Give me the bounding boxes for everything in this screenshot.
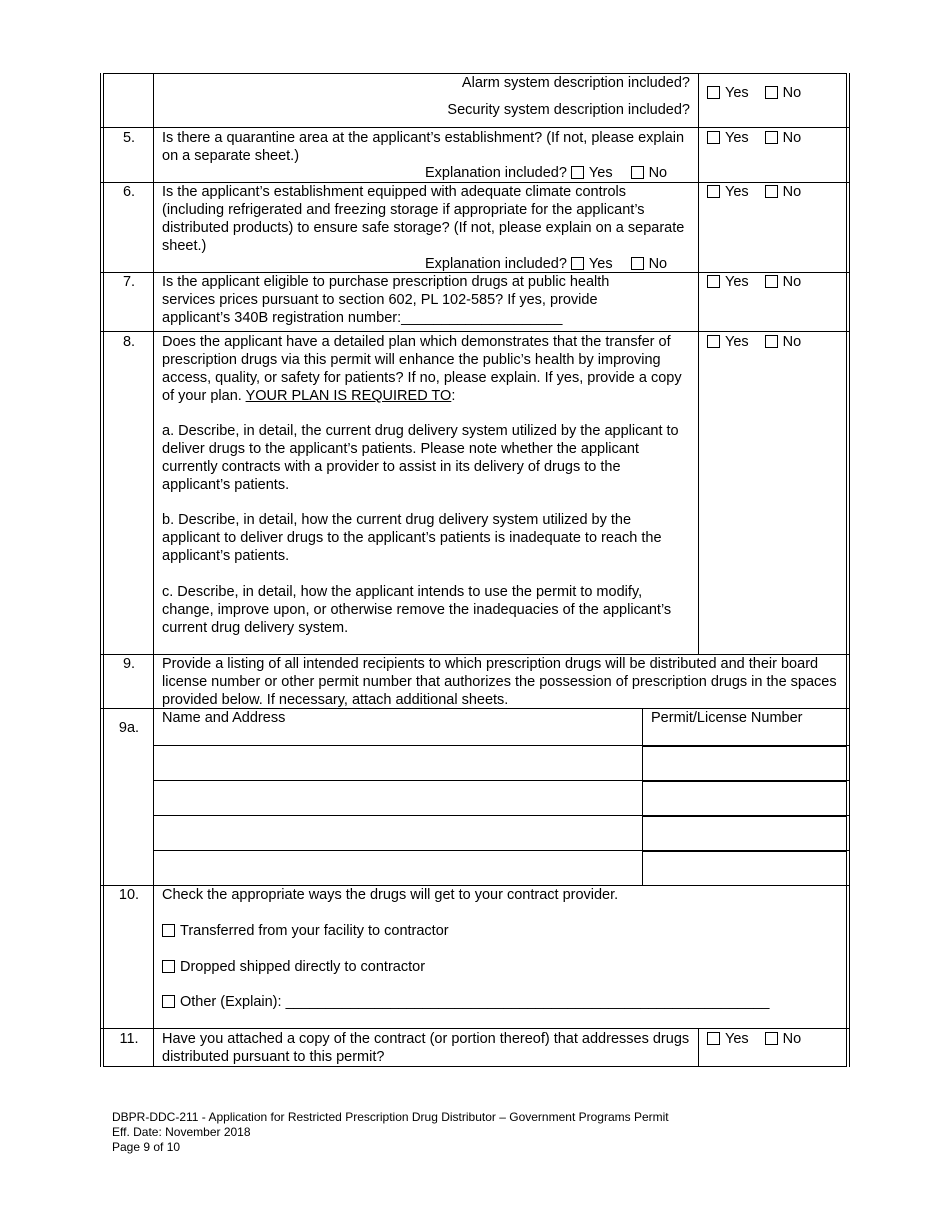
recipient-permit-input[interactable]	[643, 747, 846, 779]
no-checkbox[interactable]	[765, 185, 778, 198]
yes-checkbox[interactable]	[707, 131, 720, 144]
number-column-divider	[153, 73, 154, 1067]
question-8a-text: a. Describe, in detail, the current drug delivery system utilized by the applicant to deliver drugs to the applicant’s patients. Please note whether the applicant currently contracts with a provider to assist in its delivery of drugs to the applicant’s patients.	[162, 423, 679, 493]
no-checkbox[interactable]	[765, 1032, 778, 1045]
recipient-permit-input[interactable]	[643, 852, 846, 884]
no-checkbox[interactable]	[765, 131, 778, 144]
q8-yes-no: Yes No	[707, 333, 801, 351]
q5-yes-no: Yes No	[707, 129, 801, 147]
row-divider	[100, 127, 850, 128]
yes-checkbox[interactable]	[571, 257, 584, 270]
question-number: 6.	[122, 184, 136, 200]
yes-checkbox[interactable]	[707, 86, 720, 99]
permit-license-header: Permit/License Number	[651, 710, 803, 726]
question-number: 8.	[122, 334, 136, 350]
transferred-checkbox[interactable]	[162, 924, 175, 937]
q5-explanation: Explanation included? Yes No	[425, 165, 668, 181]
question-number: 11.	[119, 1031, 139, 1047]
security-yes-no: Yes No	[707, 84, 801, 102]
question-number: 5.	[122, 130, 136, 146]
yes-checkbox[interactable]	[707, 1032, 720, 1045]
q11-yes-no: Yes No	[707, 1030, 801, 1048]
yes-checkbox[interactable]	[707, 185, 720, 198]
page-number: Page 9 of 10	[112, 1140, 181, 1154]
question-9-text: Provide a listing of all intended recipients to which prescription drugs will be distributed and their board license number or other permit number that authorizes the possession of prescription drugs in the spaces provided below. If necessary, attach additional sheets.	[162, 656, 837, 708]
q6-yes-no: Yes No	[707, 183, 801, 201]
question-8-text: Does the applicant have a detailed plan which demonstrates that the transfer of prescription drugs via this permit will enhance the public’s health by improving access, quality, or safety for patients? If no, please explain. If yes, provide a copy of your plan. YOUR PLAN IS REQUIRED TO:	[162, 334, 682, 404]
question-number: 10.	[118, 887, 140, 903]
answer-column-divider-q11	[698, 1029, 699, 1067]
question-number: 7.	[122, 274, 136, 290]
row-divider	[100, 1028, 850, 1029]
yes-checkbox[interactable]	[571, 166, 584, 179]
question-6-text: Is the applicant’s establishment equipped with adequate climate controls (including refrigerated and freezing storage if appropriate for the applicant’s distributed products) to ensure safe storage? (If not, please explain on a separate sheet.)	[162, 184, 685, 254]
question-7-text: Is the applicant eligible to purchase prescription drugs at public health services prices pursuant to section 602, PL 102-585? If yes, provide applicant’s 340B registration number:____________________	[162, 274, 610, 326]
effective-date: Eff. Date: November 2018	[112, 1125, 251, 1139]
q7-yes-no: Yes No	[707, 273, 801, 291]
dropped-shipped-checkbox[interactable]	[162, 960, 175, 973]
answer-column-divider-top	[698, 73, 699, 654]
question-number: 9.	[122, 656, 136, 672]
security-question: Security system description included?	[447, 102, 690, 118]
page-footer	[112, 1110, 669, 1155]
recipient-name-input[interactable]	[154, 746, 641, 779]
question-8b-text: b. Describe, in detail, how the current drug delivery system utilized by the applicant to deliver drugs to the applicant’s patients is inadequate to reach the applicant’s patients.	[162, 512, 662, 564]
question-number: 9a.	[118, 720, 140, 736]
recipient-permit-input[interactable]	[643, 782, 846, 814]
row-divider	[100, 331, 850, 332]
alarm-question: Alarm system description included?	[461, 75, 690, 91]
name-address-header: Name and Address	[162, 710, 286, 726]
question-10-text: Check the appropriate ways the drugs will get to your contract provider.	[162, 887, 619, 903]
question-5-text: Is there a quarantine area at the applicant’s establishment? (If not, please explain on a separate sheet.)	[162, 130, 685, 164]
no-checkbox[interactable]	[765, 86, 778, 99]
recipient-permit-input[interactable]	[643, 817, 846, 849]
no-checkbox[interactable]	[631, 257, 644, 270]
question-11-text: Have you attached a copy of the contract (or portion thereof) that addresses drugs distributed pursuant to this permit?	[162, 1031, 690, 1065]
option-dropped-shipped: Dropped shipped directly to contractor	[162, 958, 425, 976]
recipient-name-input[interactable]	[154, 781, 641, 814]
form-title: DBPR-DDC-211 - Application for Restricted Prescription Drug Distributor – Government Programs Permit	[112, 1110, 669, 1124]
recipient-name-input[interactable]	[154, 816, 641, 849]
option-transferred: Transferred from your facility to contractor	[162, 922, 449, 940]
q6-explanation: Explanation included? Yes No	[425, 256, 668, 272]
question-8c-text: c. Describe, in detail, how the applicant intends to use the permit to modify, change, improve upon, or otherwise remove the inadequacies of the applicant’s current drug delivery system.	[162, 584, 672, 636]
no-checkbox[interactable]	[631, 166, 644, 179]
yes-checkbox[interactable]	[707, 335, 720, 348]
other-checkbox[interactable]	[162, 995, 175, 1008]
yes-checkbox[interactable]	[707, 275, 720, 288]
no-checkbox[interactable]	[765, 335, 778, 348]
recipient-name-input[interactable]	[154, 851, 641, 884]
no-checkbox[interactable]	[765, 275, 778, 288]
plan-required-underline: YOUR PLAN IS REQUIRED TO	[245, 388, 452, 404]
option-other: Other (Explain): ____________________________________________________________	[162, 993, 769, 1011]
